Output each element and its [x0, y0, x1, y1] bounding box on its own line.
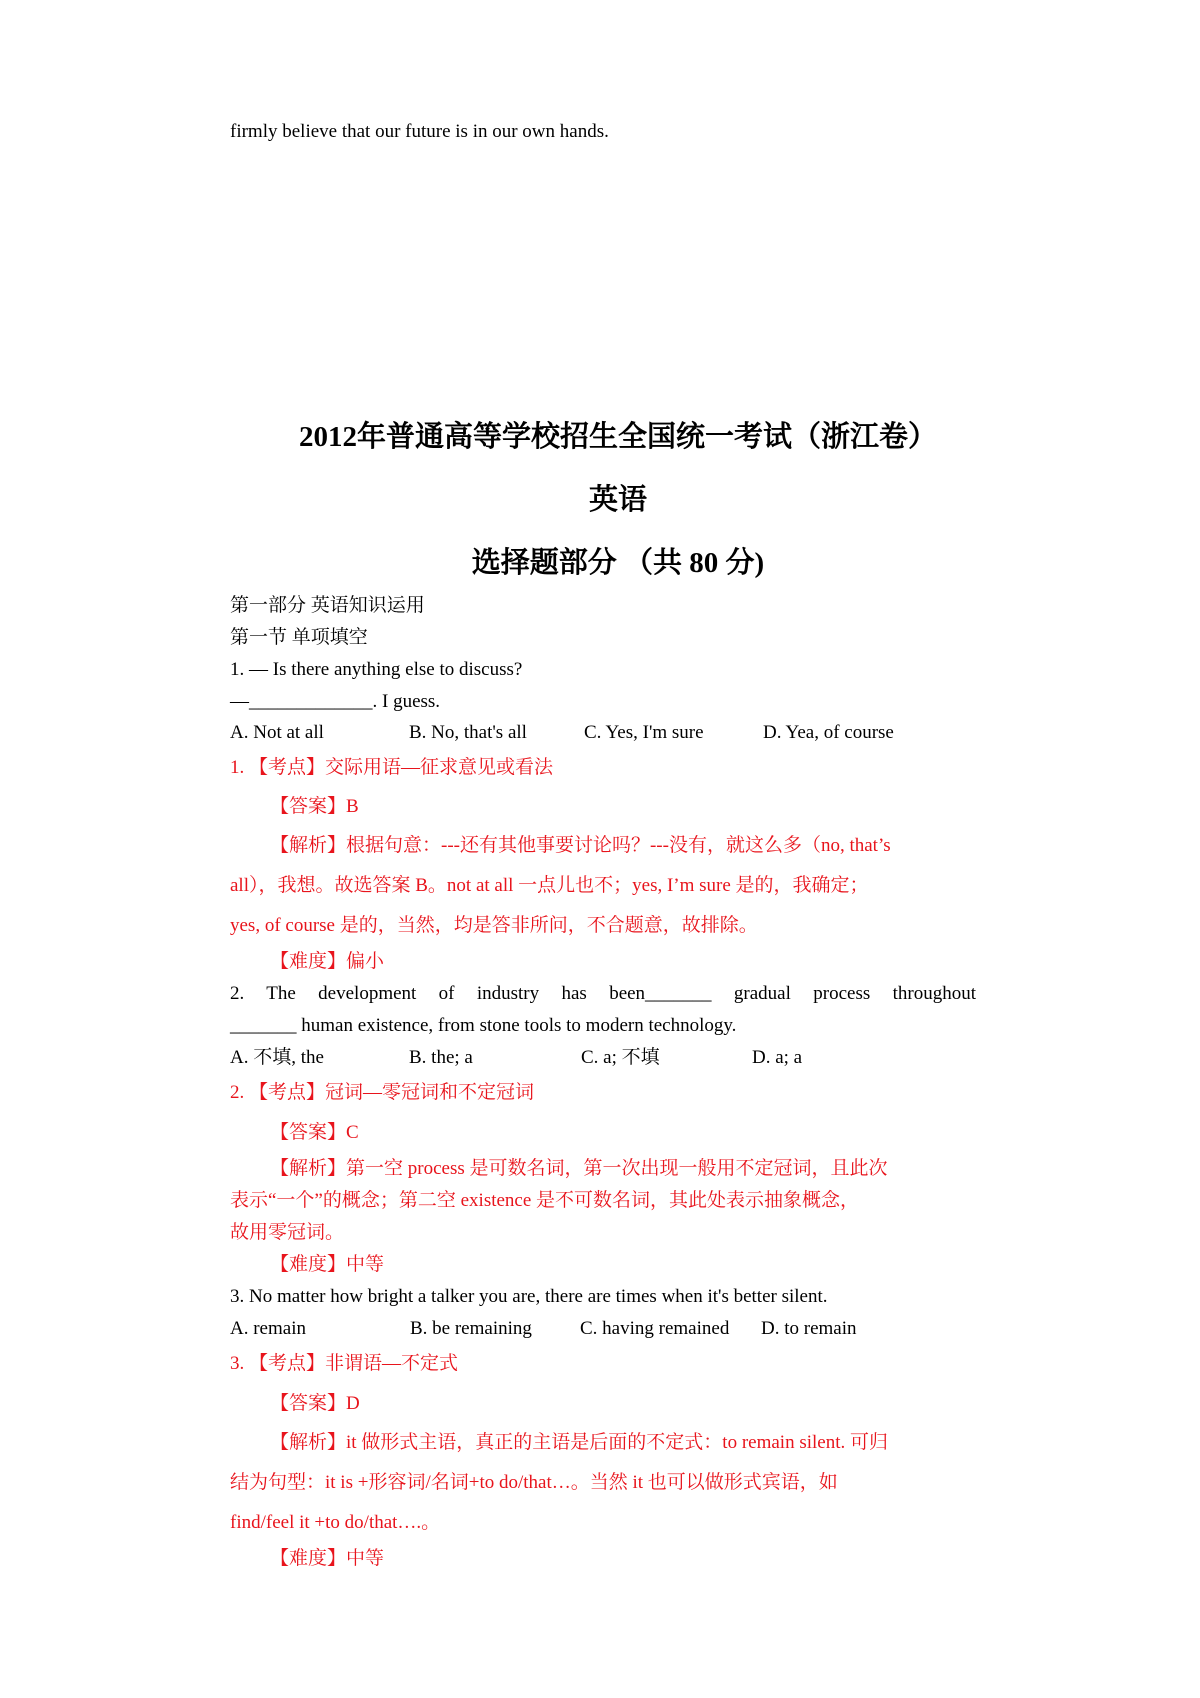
q1-option-a: A. Not at all: [230, 722, 324, 743]
q1-analysis-2: all），我想。故选答案 B。not at all 一点儿也不；yes, I’m sure 是的，我确定；: [230, 875, 869, 896]
q1-prompt: 1. — Is there anything else to discuss?: [230, 659, 523, 680]
q1-reply: —_____________. I guess.: [230, 691, 441, 712]
q3-difficulty: 【难度】中等: [270, 1548, 385, 1569]
q3-option-d: D. to remain: [761, 1318, 857, 1339]
q3-answer: 【答案】D: [270, 1393, 360, 1414]
q2-analysis-2: 表示“一个”的概念；第二空 existence 是不可数名词，其此处表示抽象概念，: [230, 1190, 860, 1211]
q3-analysis-1: 【解析】it 做形式主语，真正的主语是后面的不定式：to remain silent. 可归: [270, 1432, 889, 1453]
q2-option-b: B. the; a: [409, 1047, 473, 1068]
q3-kaodian: 3. 【考点】非谓语—不定式: [230, 1353, 459, 1374]
q3-prompt: 3. No matter how bright a talker you are, there are times when it's better silent.: [230, 1286, 828, 1307]
q1-answer: 【答案】B: [270, 796, 359, 817]
q3-option-a: A. remain: [230, 1318, 306, 1339]
q2-prompt-2: _______ human existence, from stone tools to modern technology.: [230, 1015, 737, 1036]
q2-option-c: C. a; 不填: [581, 1047, 660, 1068]
q2-kaodian: 2. 【考点】冠词—零冠词和不定冠词: [230, 1082, 535, 1103]
exam-title: 2012年普通高等学校招生全国统一考试（浙江卷）: [298, 421, 937, 453]
q1-difficulty: 【难度】偏小: [270, 951, 385, 972]
subsection-title: 第一节 单项填空: [230, 627, 368, 648]
part-title: 第一部分 英语知识运用: [230, 595, 425, 616]
q2-difficulty: 【难度】中等: [270, 1254, 385, 1275]
q1-option-c: C. Yes, I'm sure: [584, 722, 704, 743]
section-title: 选择题部分 （共 80 分): [471, 547, 765, 579]
q1-analysis-3: yes, of course 是的，当然，均是答非所问，不合题意，故排除。: [230, 915, 758, 936]
q2-option-a: A. 不填, the: [230, 1047, 324, 1068]
q1-option-d: D. Yea, of course: [763, 722, 894, 743]
q3-analysis-3: find/feel it +to do/that….。: [230, 1512, 441, 1533]
q2-answer: 【答案】C: [270, 1122, 359, 1143]
q2-option-d: D. a; a: [752, 1047, 803, 1068]
q2-analysis-1: 【解析】第一空 process 是可数名词，第一次出现一般用不定冠词，且此次: [270, 1158, 888, 1179]
q3-option-b: B. be remaining: [410, 1318, 532, 1339]
subject-title: 英语: [588, 484, 647, 516]
intro-line: firmly believe that our future is in our own hands.: [230, 121, 609, 142]
q1-kaodian: 1. 【考点】交际用语—征求意见或看法: [230, 757, 554, 778]
q2-analysis-3: 故用零冠词。: [230, 1222, 345, 1243]
q2-prompt-1: 2. The development of industry has been_______ gradual process throughout: [230, 983, 976, 1004]
q1-analysis-1: 【解析】根据句意：---还有其他事要讨论吗？---没有，就这么多（no, that’s: [270, 835, 891, 856]
q3-analysis-2: 结为句型：it is +形容词/名词+to do/that…。当然 it 也可以做形式宾语，如: [230, 1472, 838, 1493]
q1-option-b: B. No, that's all: [409, 722, 527, 743]
q3-option-c: C. having remained: [580, 1318, 730, 1339]
